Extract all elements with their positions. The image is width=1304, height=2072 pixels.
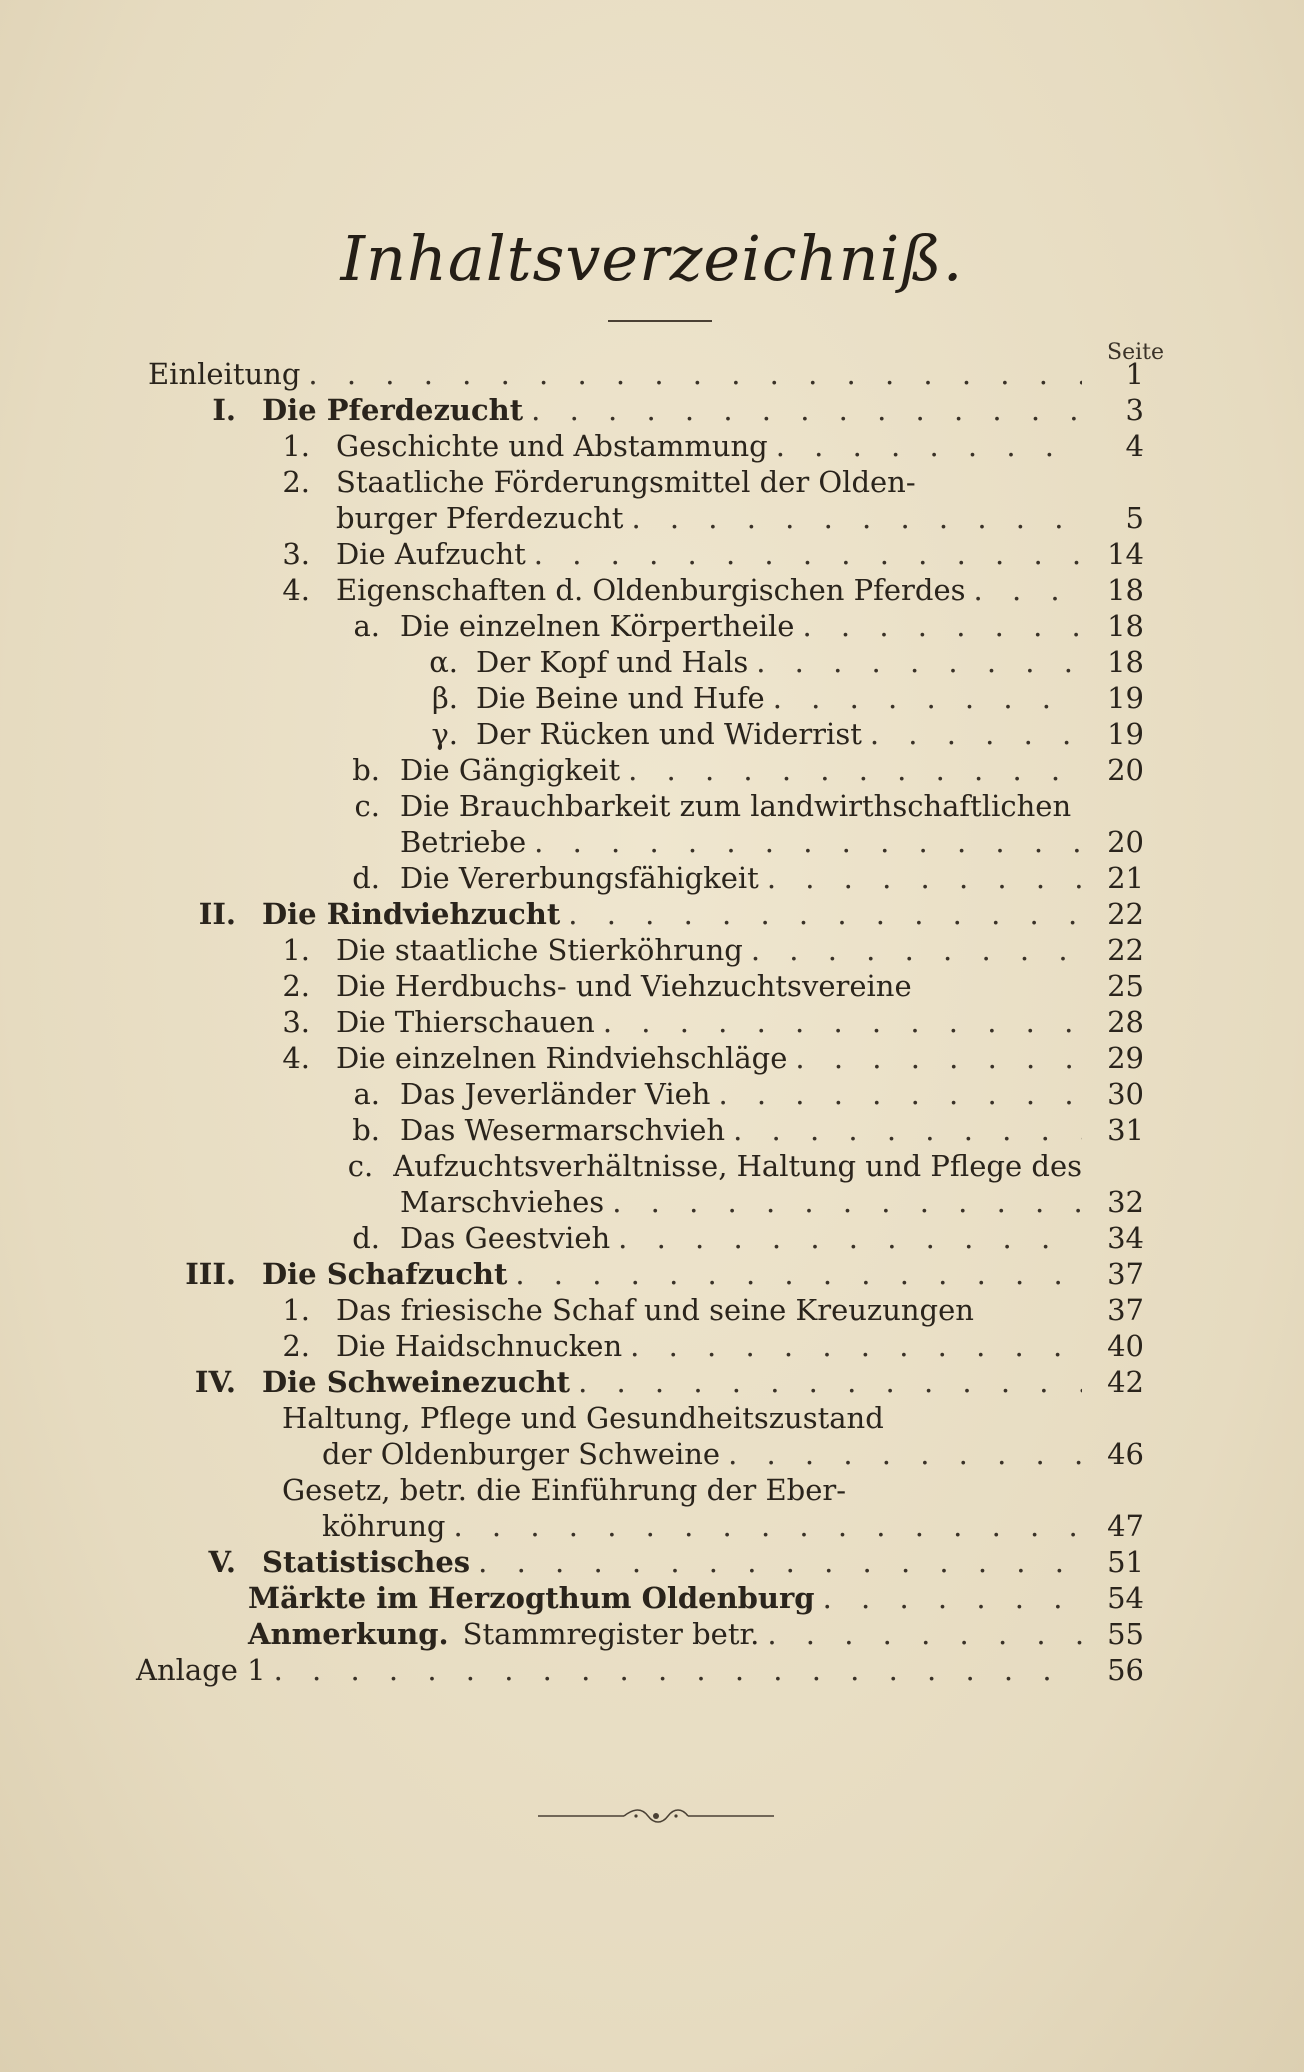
toc-entry: [136, 1652, 1082, 1688]
toc-entry: [322, 1436, 1082, 1472]
dot-leader: [300, 356, 1082, 392]
dot-leader: [720, 1436, 1082, 1472]
toc-entry-number: d.: [352, 1221, 380, 1255]
toc-entry-title: Die Pferdezucht: [262, 393, 524, 427]
toc-entry-title: Die einzelnen Rindviehschläge: [336, 1041, 788, 1075]
toc-entry-title: Staatliche Förderungsmittel der Olden-: [336, 465, 916, 499]
toc-entry-page: 19: [1107, 681, 1144, 715]
toc-entry-title: Märkte im Herzogthum Oldenburg: [248, 1581, 815, 1615]
toc-entry: [320, 788, 1082, 824]
closing-ornament: [538, 1804, 774, 1828]
dot-leader: [560, 896, 1082, 932]
toc-entry-page: 42: [1107, 1365, 1144, 1399]
toc-entry-title: Das Geestvieh: [400, 1221, 611, 1255]
toc-entry-number: b.: [352, 753, 380, 787]
toc-entry-title: Die Brauchbarkeit zum landwirthschaftlichen: [400, 789, 1072, 823]
toc-entry: [148, 356, 1082, 392]
toc-entry-page: 18: [1107, 573, 1144, 607]
toc-entry-title: Betriebe: [400, 825, 527, 859]
toc-entry-title: Die Schafzucht: [262, 1257, 508, 1291]
toc-entry-page: 4: [1125, 429, 1144, 463]
toc-entry: [250, 464, 1082, 500]
dot-leader: [523, 392, 1082, 428]
toc-entry-title: Der Kopf und Hals: [476, 645, 749, 679]
toc-entry-page: 54: [1107, 1581, 1144, 1615]
toc-entry: [400, 824, 1082, 860]
toc-entry: [400, 1184, 1082, 1220]
toc-entry-title: köhrung: [322, 1509, 446, 1543]
toc-entry-number: 1.: [282, 933, 310, 967]
toc-entry-title: Die Rindviehzucht: [262, 897, 561, 931]
toc-entry-number: c.: [354, 789, 380, 823]
toc-entry-title: Der Rücken und Widerrist: [476, 717, 862, 751]
toc-entry-page: 40: [1107, 1329, 1144, 1363]
toc-entry: [248, 1580, 1082, 1616]
dot-leader: [610, 1220, 1082, 1256]
toc-entry: [250, 968, 1082, 1004]
toc-entry: [250, 536, 1082, 572]
toc-entry-title: burger Pferdezucht: [336, 501, 624, 535]
toc-entry: [282, 1472, 1082, 1508]
toc-entry-number: 2.: [282, 465, 310, 499]
toc-entry-page: 37: [1107, 1293, 1144, 1327]
toc-entry-title: Eigenschaften d. Oldenburgischen Pferdes: [336, 573, 966, 607]
dot-leader: [623, 500, 1082, 536]
toc-entry-number: α.: [429, 645, 458, 679]
dot-leader: [446, 1508, 1083, 1544]
toc-entry-page: 34: [1107, 1221, 1144, 1255]
toc-entry: [176, 1364, 1082, 1400]
toc-entry-page: 21: [1107, 861, 1144, 895]
toc-entry-page: 22: [1107, 897, 1144, 931]
dot-leader: [768, 428, 1082, 464]
toc-entry-page: 51: [1107, 1545, 1144, 1579]
toc-entry: [336, 500, 1082, 536]
page-title: Inhaltsverzeichniß.: [340, 222, 964, 295]
toc-entry-number: V.: [208, 1545, 236, 1579]
toc-entry-title: Einleitung: [148, 357, 301, 391]
toc-entry-number: 4.: [282, 573, 310, 607]
toc-entry-page: 14: [1107, 537, 1144, 571]
toc-entry-page: 37: [1107, 1257, 1144, 1291]
toc-entry: [320, 1220, 1082, 1256]
toc-entry-number: c.: [347, 1149, 374, 1183]
toc-entry: [176, 392, 1082, 428]
toc-entry-page: 22: [1107, 933, 1144, 967]
toc-entry: [320, 1112, 1082, 1148]
toc-entry-page: 55: [1107, 1617, 1144, 1651]
toc-entry-title: Die Gängigkeit: [400, 753, 621, 787]
toc-entry-number: a.: [353, 609, 380, 643]
toc-entry-title: Geschichte und Abstammung: [336, 429, 768, 463]
toc-entry-page: 25: [1107, 969, 1144, 1003]
toc-entry-title: Das friesische Schaf und seine Kreuzungen: [336, 1293, 974, 1327]
toc-entry-page: 20: [1107, 753, 1144, 787]
dot-leader: [725, 1112, 1082, 1148]
toc-entry-page: 1: [1125, 357, 1144, 391]
dot-leader: [759, 860, 1082, 896]
toc-entry-number: II.: [198, 897, 236, 931]
toc-entry-page: 18: [1107, 645, 1144, 679]
toc-entry-number: b.: [352, 1113, 380, 1147]
toc-entry-title: Gesetz, betr. die Einführung der Eber-: [282, 1473, 847, 1507]
toc-entry: [320, 1076, 1082, 1112]
dot-leader: [570, 1364, 1082, 1400]
toc-entry: [320, 860, 1082, 896]
page-column-header: Seite: [1107, 340, 1164, 365]
toc-entry-number: 1.: [282, 429, 310, 463]
toc-entry: [176, 896, 1082, 932]
dot-leader: [765, 680, 1082, 716]
toc-entry-page: 56: [1107, 1653, 1144, 1687]
toc-entry-page: 31: [1107, 1113, 1144, 1147]
toc-entry: [322, 1508, 1082, 1544]
toc-entry: [250, 428, 1082, 464]
toc-entry-number: 2.: [282, 969, 310, 1003]
toc-entry-title: Die Vererbungsfähigkeit: [400, 861, 759, 895]
toc-entry-title: Die Beine und Hufe: [476, 681, 765, 715]
toc-entry: [320, 608, 1082, 644]
toc-entry-title: Die staatliche Stierköhrung: [336, 933, 743, 967]
toc-entry: [248, 1616, 1082, 1652]
toc-entry: [320, 752, 1082, 788]
toc-entry-number: a.: [353, 1077, 380, 1111]
toc-entry: [320, 1148, 1082, 1184]
toc-entry-number: IV.: [194, 1365, 236, 1399]
toc-entry: [250, 1004, 1082, 1040]
toc-entry-page: 5: [1125, 501, 1144, 535]
dot-leader: [794, 608, 1082, 644]
toc-entry-title: Marschviehes: [400, 1185, 605, 1219]
dot-leader: [748, 644, 1082, 680]
dot-leader: [595, 1004, 1082, 1040]
toc-entry-number: 4.: [282, 1041, 310, 1075]
toc-entry-page: 29: [1107, 1041, 1144, 1075]
toc-entry-number: d.: [352, 861, 380, 895]
dot-leader: [266, 1652, 1082, 1688]
dot-leader: [622, 1328, 1082, 1364]
toc-entry: [250, 572, 1082, 608]
toc-entry-number: 3.: [282, 1005, 310, 1039]
toc-entry: [250, 1292, 1082, 1328]
toc-entry-page: 3: [1125, 393, 1144, 427]
toc-entry-title: Anmerkung.: [248, 1617, 449, 1651]
toc-entry: [282, 1400, 1082, 1436]
toc-entry-page: 46: [1107, 1437, 1144, 1471]
toc-entry-page: 30: [1107, 1077, 1144, 1111]
toc-entry-title: Die Herdbuchs- und Viehzuchtsvereine: [336, 969, 912, 1003]
toc-entry-title: Die Thierschauen: [336, 1005, 595, 1039]
toc-entry: [176, 1544, 1082, 1580]
dot-leader: [620, 752, 1082, 788]
toc-entry-subtitle: Stammregister betr.: [462, 1617, 760, 1651]
toc-entry-title: Die Aufzucht: [336, 537, 526, 571]
toc-entry-page: 32: [1107, 1185, 1144, 1219]
dot-leader: [787, 1040, 1082, 1076]
dot-leader: [815, 1580, 1082, 1616]
dot-leader: [966, 572, 1082, 608]
toc-entry-page: 18: [1107, 609, 1144, 643]
toc-entry-number: III.: [185, 1257, 236, 1291]
toc-entry: [250, 1328, 1082, 1364]
dot-leader: [743, 932, 1082, 968]
dot-leader: [862, 716, 1082, 752]
dot-leader: [604, 1184, 1082, 1220]
toc-entry: [398, 644, 1082, 680]
toc-entry-number: β.: [432, 681, 458, 715]
toc-entry-number: I.: [212, 393, 236, 427]
toc-entry: [398, 680, 1082, 716]
dot-leader: [759, 1616, 1082, 1652]
dot-leader: [710, 1076, 1082, 1112]
toc-entry-title: Anlage 1: [136, 1653, 266, 1687]
dot-leader: [470, 1544, 1082, 1580]
toc-entry-title: Statistisches: [262, 1545, 471, 1579]
toc-entry-title: Die Haidschnucken: [336, 1329, 623, 1363]
toc-entry-number: 1.: [282, 1293, 310, 1327]
dot-leader: [526, 536, 1082, 572]
toc-entry-title: Das Wesermarschvieh: [400, 1113, 726, 1147]
toc-entry-title: Aufzuchtsverhältnisse, Haltung und Pflege des: [393, 1149, 1082, 1183]
toc-entry-page: 20: [1107, 825, 1144, 859]
toc-entry-page: 47: [1107, 1509, 1144, 1543]
toc-entry: [176, 1256, 1082, 1292]
toc-entry-title: Das Jeverländer Vieh: [400, 1077, 711, 1111]
toc-entry-title: der Oldenburger Schweine: [322, 1437, 721, 1471]
toc-entry-page: 28: [1107, 1005, 1144, 1039]
toc-entry-title: Haltung, Pflege und Gesundheitszustand: [282, 1401, 884, 1435]
toc-entry-number: 3.: [282, 537, 310, 571]
toc-entry: [398, 716, 1082, 752]
dot-leader: [507, 1256, 1082, 1292]
toc-entry-number: γ.: [431, 717, 458, 751]
toc-entry-title: Die einzelnen Körpertheile: [400, 609, 795, 643]
dot-leader: [526, 824, 1082, 860]
toc-entry: [250, 932, 1082, 968]
toc-entry-title: Die Schweinezucht: [262, 1365, 571, 1399]
toc-entry-number: 2.: [282, 1329, 310, 1363]
toc-entry: [250, 1040, 1082, 1076]
toc-entry-page: 19: [1107, 717, 1144, 751]
